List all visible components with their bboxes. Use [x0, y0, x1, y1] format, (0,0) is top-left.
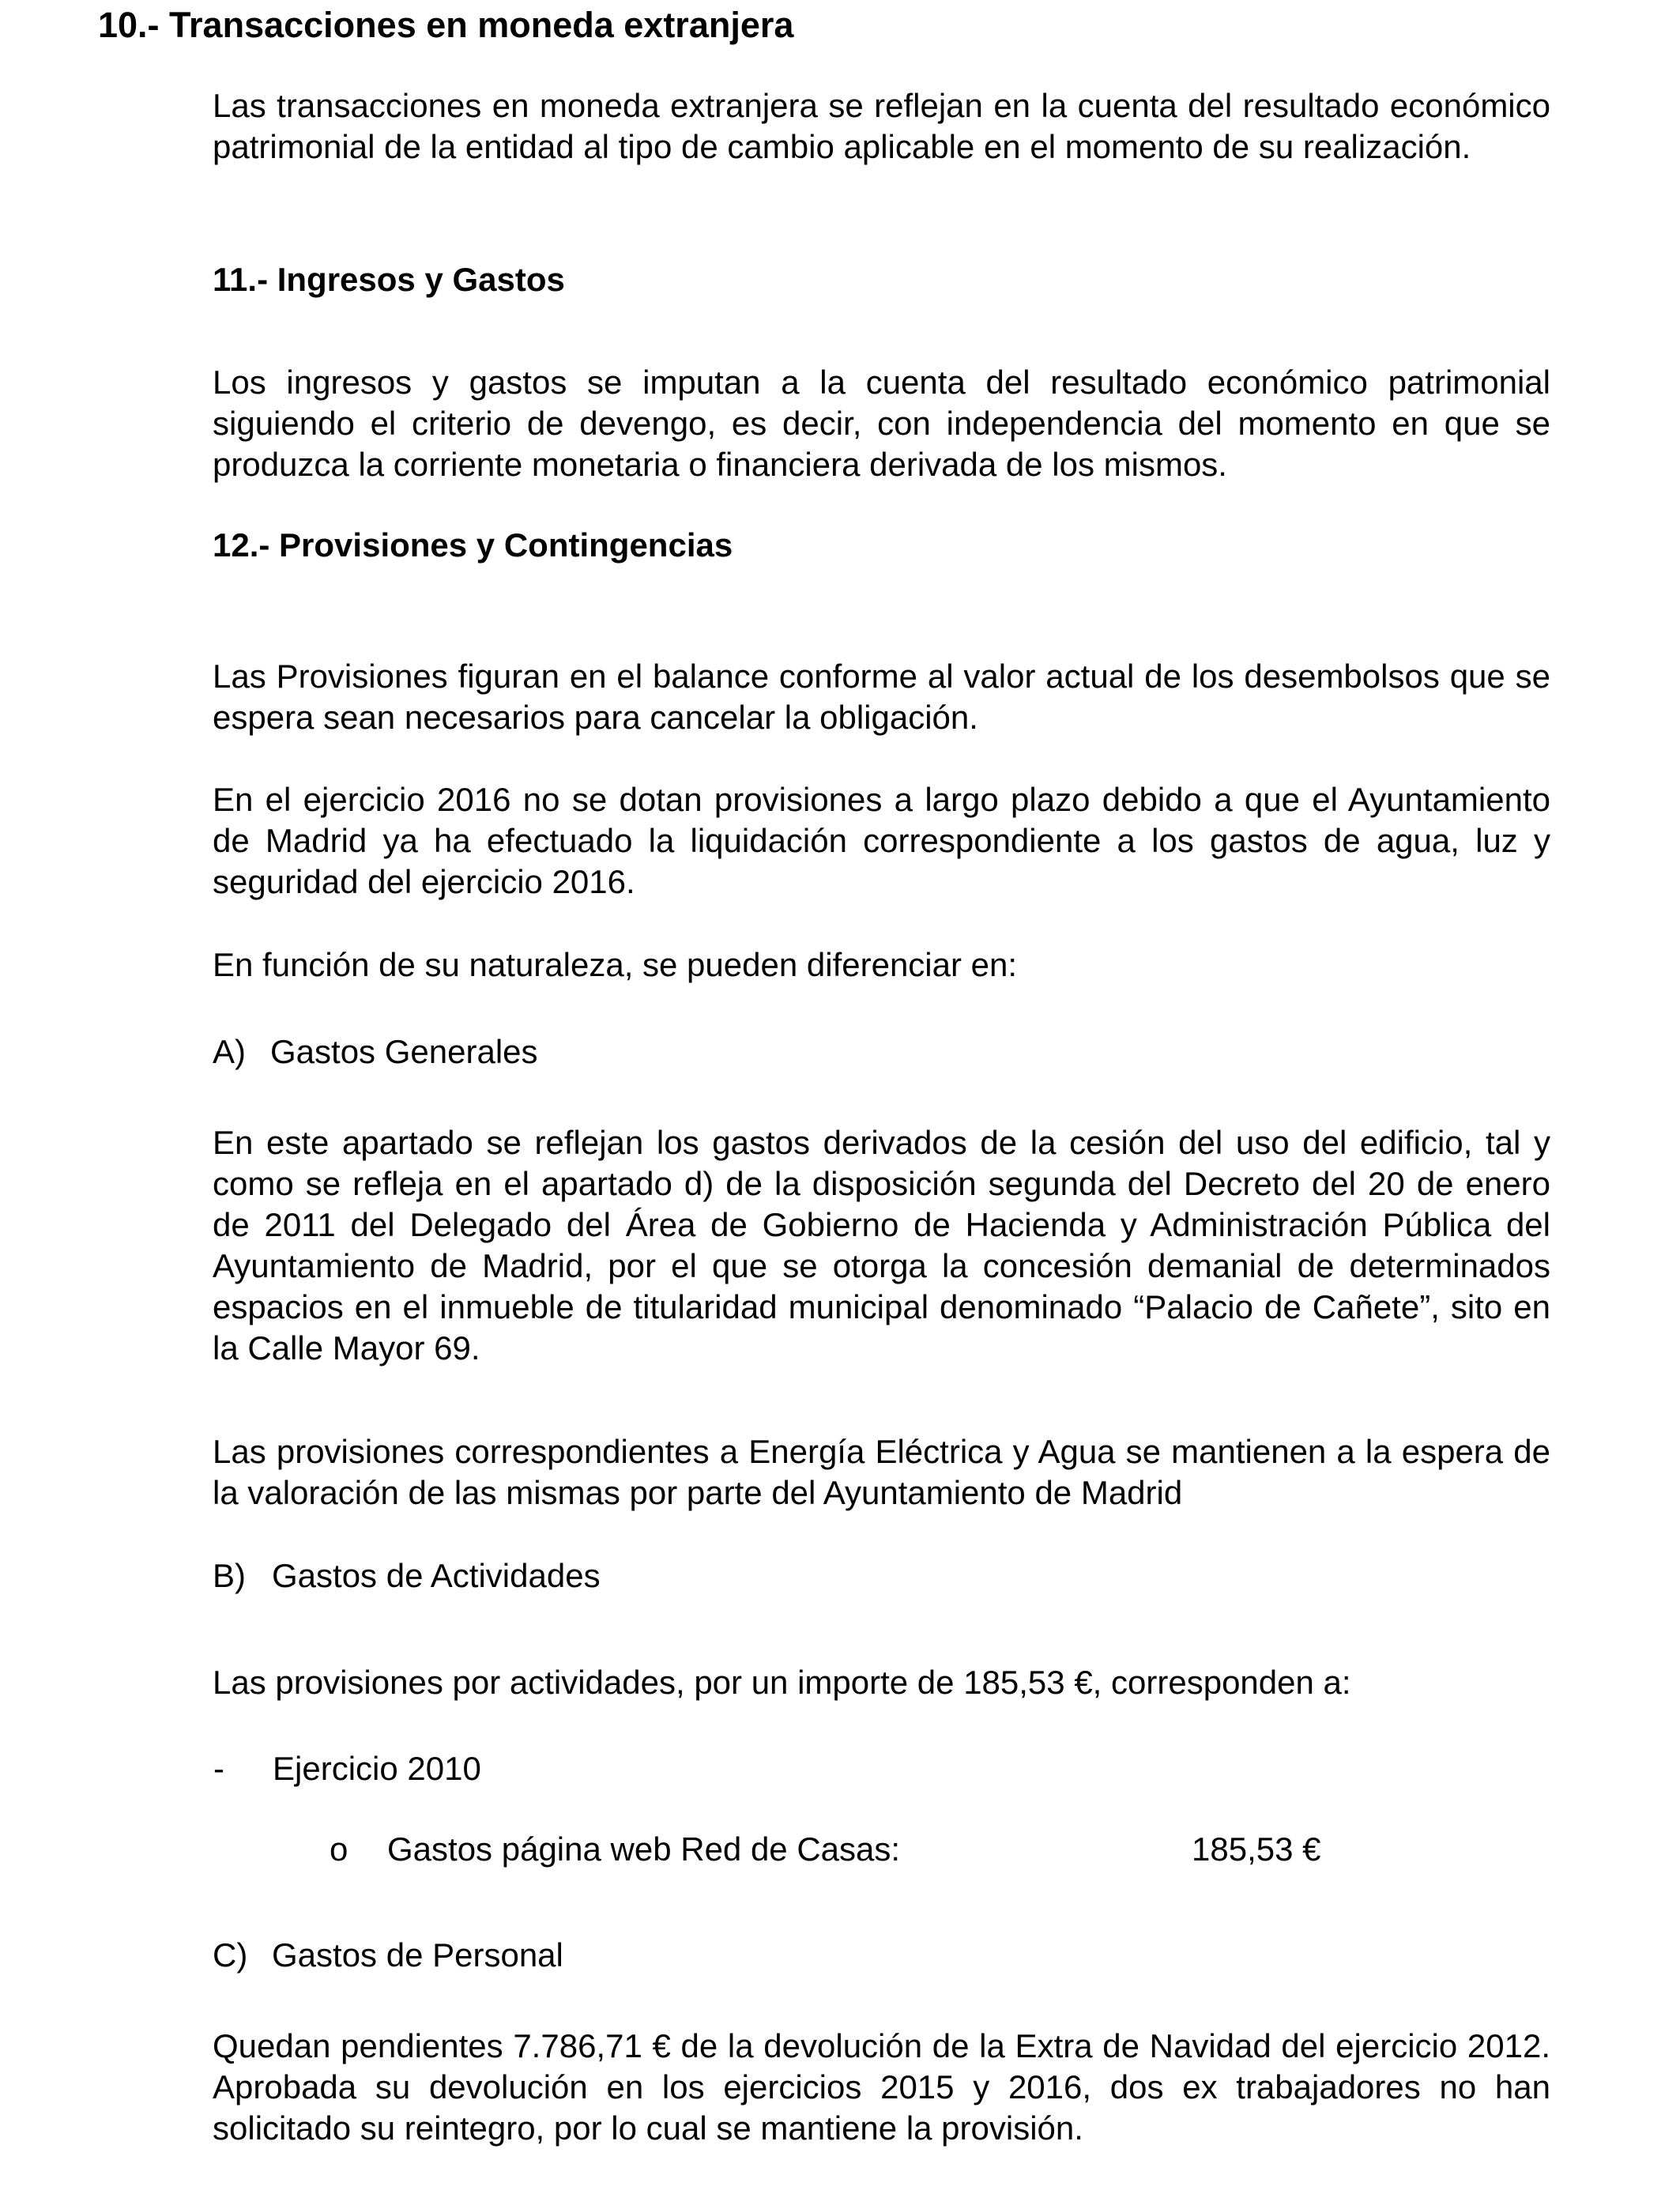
circle-bullet: o	[330, 1830, 348, 1868]
activities-paragraph: Las provisiones por actividades, por un importe de 185,53 €, corresponden a:	[213, 1664, 1351, 1701]
provisions-intro-line: En función de su naturaleza, se pueden diferenciar en:	[213, 946, 1018, 983]
section-12-heading: 12.- Provisiones y Contingencias	[213, 526, 733, 564]
web-expense-amount: 185,53 €	[1192, 1830, 1321, 1868]
section-10-paragraph: Las transacciones en moneda extranjera se reflejan en la cuenta del resultado económico patrimonial de la entidad al tipo de cambio aplicable en el momento de su realización.	[213, 87, 1550, 165]
dash-bullet: -	[213, 1750, 224, 1787]
section-11-paragraph: Los ingresos y gastos se imputan a la cuenta del resultado económico patrimonial siguiendo el criterio de devengo, es decir, con independencia del momento en que se produzca la corriente monetaria o financiera derivada de los mismos.	[213, 364, 1550, 483]
gastos-generales-label: Gastos Generales	[270, 1033, 538, 1070]
gastos-generales-paragraph: En este apartado se reflejan los gastos derivados de la cesión del uso del edificio, tal y como se refleja en el apartado d) de la disposición segunda del Decreto del 20 de enero de 2011 del Delegado del Área de Gobierno de Hacienda y Administración Pública del Ayuntamiento de Madrid, por el que se otorga la concesión demanial de determinados espacios en el inmueble de titularidad municipal denominado “Palacio de Cañete”, sito en la Calle Mayor 69.	[213, 1124, 1550, 1367]
energy-water-paragraph: Las provisiones correspondientes a Energía Eléctrica y Agua se mantienen a la espera de la valoración de las mismas por parte del Ayuntamiento de Madrid	[213, 1433, 1550, 1511]
web-expense-label: Gastos página web Red de Casas:	[387, 1830, 901, 1868]
section-10-heading: 10.- Transacciones en moneda extranjera	[98, 5, 794, 45]
personnel-paragraph: Quedan pendientes 7.786,71 € de la devolución de la Extra de Navidad del ejercicio 2012. Aprobada su devolución en los ejercicios 2015 y 2016, dos ex trabajadores no han solicitado su reintegro, por lo cual se mantiene la provisión.	[213, 2027, 1550, 2147]
list-marker-b: B)	[213, 1557, 246, 1594]
list-marker-c: C)	[213, 1936, 248, 1973]
provisions-paragraph-1: Las Provisiones figuran en el balance conforme al valor actual de los desembolsos que se espera sean necesarios para cancelar la obligación.	[213, 658, 1550, 736]
provisions-paragraph-2: En el ejercicio 2016 no se dotan provisiones a largo plazo debido a que el Ayuntamiento de Madrid ya ha efectuado la liquidación correspondiente a los gastos de agua, luz y seguridad del ejercicio 2016.	[213, 781, 1550, 900]
gastos-actividades-label: Gastos de Actividades	[272, 1557, 601, 1594]
section-11-heading: 11.- Ingresos y Gastos	[213, 261, 565, 298]
list-marker-a: A)	[213, 1033, 246, 1070]
gastos-personal-label: Gastos de Personal	[272, 1936, 563, 1973]
ejercicio-2010-item: Ejercicio 2010	[273, 1750, 481, 1787]
